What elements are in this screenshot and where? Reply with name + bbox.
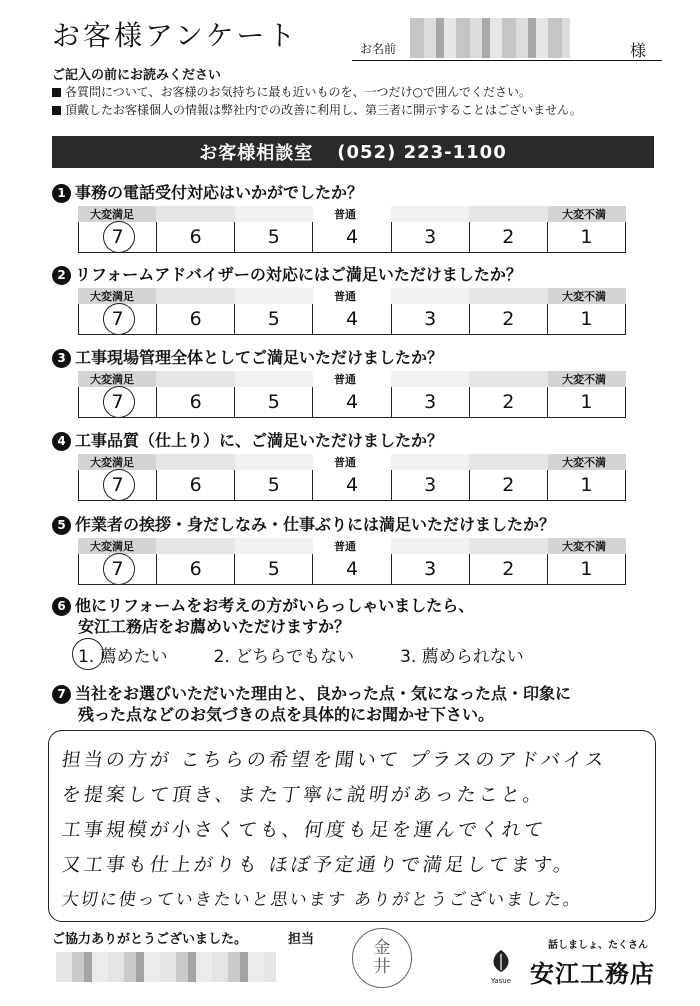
scale-header [78,206,626,222]
comment-line-5: 大切に使っていきたいと思います ありがとうございました。 [60,890,584,910]
rating-option-5[interactable]: 5 [234,304,312,334]
question-number-badge: 6 [52,597,71,616]
brand-tagline: 話しましょ、たくさん [548,940,648,951]
rating-option-5[interactable]: 5 [234,222,312,252]
rating-option-4[interactable]: 4 [312,304,390,334]
rating-option-5[interactable]: 5 [234,387,312,417]
rating-option-4[interactable]: 4 [312,470,390,500]
hand-drawn-circle [100,466,138,504]
square-bullet-icon [52,106,61,115]
rating-scale [78,538,626,585]
scale-label-mid: 普通 [334,208,356,221]
rating-scale [78,371,626,418]
scale-label-mid: 普通 [334,456,356,469]
staff-label: 担当 [288,932,315,947]
scale-options [78,387,626,418]
rating-scale [78,454,626,501]
option-not-recommend[interactable]: 3. 薦められない [400,647,524,667]
question-6 [52,593,474,616]
rating-option-6[interactable]: 6 [156,470,234,500]
scale-label-low: 大変不満 [562,373,606,386]
scale-options [78,554,626,585]
rating-option-2[interactable]: 2 [469,222,547,252]
rating-option-3[interactable]: 3 [391,554,469,584]
scale-label-mid: 普通 [334,373,356,386]
question-5 [52,512,555,535]
rating-option-7[interactable]: 7 [78,304,156,334]
scale-label-high: 大変満足 [90,208,134,221]
question-2 [52,262,522,285]
svg-text:Yasue: Yasue [491,977,511,985]
thanks-message: ご協力ありがとうございました。 [52,932,248,947]
banner-phone: (052) 223-1100 [337,141,507,163]
square-bullet-icon [52,88,61,97]
hand-drawn-circle [100,218,138,256]
hand-drawn-circle [72,638,104,670]
comment-line-3: 工事規模が小さくても、何度も足を運んでくれて [60,819,548,841]
rating-option-4[interactable]: 4 [312,554,390,584]
rating-option-3[interactable]: 3 [391,304,469,334]
brand-name: 安江工務店 [530,960,655,988]
scale-options [78,222,626,253]
rating-option-2[interactable]: 2 [469,470,547,500]
rating-option-1[interactable]: 1 [547,554,626,584]
question-4 [52,428,443,451]
rating-option-6[interactable]: 6 [156,304,234,334]
rating-option-7[interactable]: 7 [78,554,156,584]
brand-leaf-logo-icon [484,946,518,986]
rating-option-2[interactable]: 2 [469,304,547,334]
consultation-banner [52,136,654,168]
scale-label-high: 大変満足 [90,540,134,553]
scale-label-low: 大変不満 [562,540,606,553]
scale-label-high: 大変満足 [90,456,134,469]
scale-header [78,371,626,387]
question-number-badge: 3 [52,349,71,368]
staff-seal-stamp: 金 井 [352,928,412,988]
rating-scale [78,288,626,335]
scale-label-low: 大変不満 [562,456,606,469]
question-text: 工事品質（仕上り）に、ご満足いただけましたか？ [75,431,444,450]
question-1 [52,180,363,203]
notice-heading: ご記入の前にお読みください [52,68,222,83]
redacted-address [56,952,276,982]
rating-option-2[interactable]: 2 [469,554,547,584]
rating-option-5[interactable]: 5 [234,554,312,584]
name-label: お名前 [360,42,397,56]
question-text: 作業者の挨拶・身だしなみ・仕事ぶりには満足いただけましたか？ [75,515,556,534]
rating-option-3[interactable]: 3 [391,470,469,500]
question-number-badge: 2 [52,266,71,285]
hand-drawn-circle [100,550,138,588]
rating-option-3[interactable]: 3 [391,222,469,252]
question-text: 工事現場管理全体としてご満足いただけましたか？ [75,348,444,367]
recommend-options [78,642,638,667]
option-recommend[interactable]: 1. 薦めたい [78,642,168,667]
question-text: 事務の電話受付対応はいかがでしたか？ [75,183,364,202]
comment-line-4: 又工事も仕上がりも ほぼ予定通りで満足してます。 [60,854,577,876]
comment-line-2: を提案して頂き、また丁寧に説明があったこと。 [60,784,547,806]
name-field-line[interactable] [352,60,662,61]
rating-option-6[interactable]: 6 [156,554,234,584]
hand-drawn-circle [100,383,138,421]
rating-option-2[interactable]: 2 [469,387,547,417]
rating-option-6[interactable]: 6 [156,387,234,417]
scale-options [78,470,626,501]
option-neutral[interactable]: 2. どちらでもない [213,647,355,667]
hand-drawn-circle [100,300,138,338]
rating-scale [78,206,626,253]
scale-label-high: 大変満足 [90,290,134,303]
scale-label-low: 大変不満 [562,290,606,303]
scale-label-mid: 普通 [334,290,356,303]
banner-label: お客様相談室 [199,143,314,164]
question-number-badge: 4 [52,432,71,451]
scale-label-low: 大変不満 [562,208,606,221]
scale-header [78,288,626,304]
scale-header [78,454,626,470]
comment-line-1: 担当の方が こちらの希望を聞いて プラスのアドバイス [60,749,609,771]
question-7-line-2: 残った点などのお気づきの点を具体的にお聞かせ下さい。 [78,705,495,724]
question-number-badge: 7 [52,685,71,704]
survey-title: お客様アンケート [52,19,299,52]
rating-option-4[interactable]: 4 [312,222,390,252]
redacted-name [410,18,570,58]
scale-header [78,538,626,554]
rating-option-7[interactable]: 7 [78,222,156,252]
name-suffix: 様 [630,41,647,60]
scale-label-high: 大変満足 [90,373,134,386]
rating-option-1[interactable]: 1 [547,387,626,417]
rating-option-4[interactable]: 4 [312,387,390,417]
question-6-line-1: 他にリフォームをお考えの方がいらっしゃいましたら、 [75,596,475,615]
rating-option-1[interactable]: 1 [547,470,626,500]
rating-option-3[interactable]: 3 [391,387,469,417]
notice-line-2: 頂戴したお客様個人の情報は弊社内での改善に利用し、第三者に開示することはございません。 [52,101,582,118]
scale-label-mid: 普通 [334,540,356,553]
question-6-line-2: 安江工務店をお薦めいただけますか？ [78,617,351,636]
question-7-line-1: 当社をお選びいただいた理由と、良かった点・気になった点・印象に [75,684,572,703]
scale-options [78,304,626,335]
question-3 [52,345,443,368]
rating-option-5[interactable]: 5 [234,470,312,500]
rating-option-6[interactable]: 6 [156,222,234,252]
rating-option-1[interactable]: 1 [547,222,626,252]
question-number-badge: 1 [52,184,71,203]
rating-option-7[interactable]: 7 [78,387,156,417]
question-7 [52,681,571,704]
question-text: リフォームアドバイザーの対応にはご満足いただけましたか？ [75,265,522,284]
rating-option-7[interactable]: 7 [78,470,156,500]
question-number-badge: 5 [52,516,71,535]
notice-line-1: 各質問について、お客様のお気持ちに最も近いものを、一つだけ○で囲んでください。 [52,83,531,100]
rating-option-1[interactable]: 1 [547,304,626,334]
